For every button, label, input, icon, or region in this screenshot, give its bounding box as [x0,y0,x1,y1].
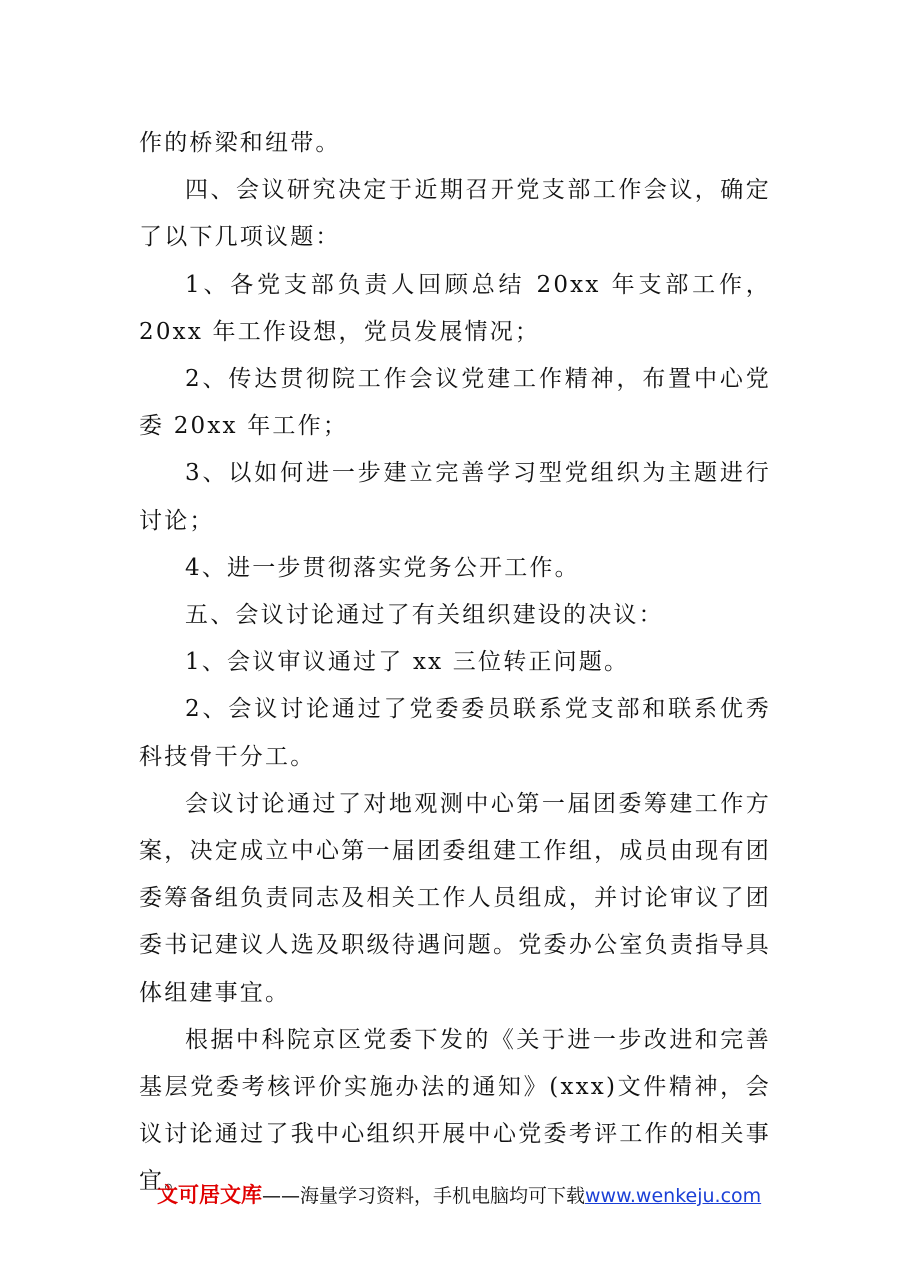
paragraph: 1、会议审议通过了 xx 三位转正问题。 [185,649,630,676]
paragraph: 2、会议讨论通过了党委委员联系党支部和联系优秀科技骨干分工。 [139,696,771,770]
paragraph: 1、各党支部负责人回顾总结 20xx 年支部工作，20xx 年工作设想，党员发展情况； [139,271,771,345]
paragraph: 四、会议研究决定于近期召开党支部工作会议，确定了以下几项议题： [139,177,771,251]
footer-slogan: ——海量学习资料，手机电脑均可下载 [262,1185,586,1207]
footer-brand: 文可居文库 [157,1183,262,1207]
paragraph: 作的桥梁和纽带。 [139,130,341,156]
paragraph: 会议讨论通过了对地观测中心第一届团委筹建工作方案，决定成立中心第一届团委组建工作组，成员由现有团委筹备组负责同志及相关工作人员组成，并讨论审议了团委书记建议人选及职级待遇问题。党委办公室负责指导具体组建事宜。 [139,790,771,1006]
paragraph: 4、进一步贯彻落实党务公开工作。 [185,554,580,581]
paragraph: 五、会议讨论通过了有关组织建设的决议： [185,602,664,629]
footer-banner [157,1180,857,1211]
paragraph: 3、以如何进一步建立完善学习型党组织为主题进行讨论； [139,460,771,534]
footer-link[interactable]: www.wenkeju.com [585,1185,762,1207]
paragraph: 根据中科院京区党委下发的《关于进一步改进和完善基层党委考核评价实施办法的通知》(xxx)文件精神，会议讨论通过了我中心组织开展中心党委考评工作的相关事宜。 [139,1026,771,1195]
document-body [139,120,771,1206]
paragraph: 2、传达贯彻院工作会议党建工作精神，布置中心党委 20xx 年工作； [139,366,771,440]
